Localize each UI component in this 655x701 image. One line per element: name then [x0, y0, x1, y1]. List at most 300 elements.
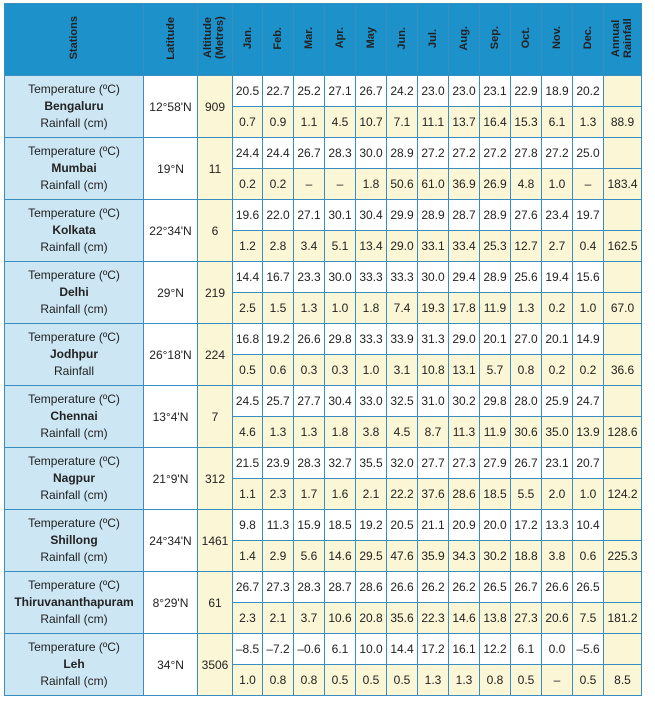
- rainfall-value: 13.8: [480, 603, 511, 634]
- rainfall-value: 0.2: [542, 355, 573, 386]
- rainfall-value: 13.7: [449, 107, 480, 138]
- rainfall-label: Rainfall (cm): [40, 550, 108, 564]
- temperature-label: Temperature (ºC): [28, 268, 120, 282]
- latitude-header-label: Latitude: [164, 16, 177, 60]
- annual-empty-cell: [604, 324, 642, 355]
- temperature-value: 25.9: [542, 386, 573, 417]
- temperature-value: 20.7: [573, 448, 604, 479]
- rainfall-value: 2.9: [263, 541, 294, 572]
- month-header-label: Nov.: [551, 26, 563, 50]
- annual-empty-cell: [604, 510, 642, 541]
- rainfall-label: Rainfall (cm): [40, 240, 108, 254]
- month-header: [511, 4, 542, 76]
- temperature-value: 17.2: [511, 510, 542, 541]
- temperature-value: 13.3: [542, 510, 573, 541]
- month-header: [418, 4, 449, 76]
- annual-rainfall-value: 183.4: [604, 169, 642, 200]
- temperature-value: 30.4: [356, 200, 387, 231]
- temperature-value: 28.9: [480, 200, 511, 231]
- rainfall-value: 47.6: [387, 541, 418, 572]
- temperature-value: 19.6: [233, 200, 263, 231]
- temperature-value: 20.1: [542, 324, 573, 355]
- temperature-value: 26.6: [387, 572, 418, 603]
- rainfall-value: 35.0: [542, 417, 573, 448]
- temperature-value: 26.6: [542, 572, 573, 603]
- rainfall-value: 2.5: [233, 293, 263, 324]
- rainfall-value: 2.3: [263, 479, 294, 510]
- rainfall-value: 1.0: [356, 355, 387, 386]
- rainfall-label: Rainfall (cm): [40, 674, 108, 688]
- temperature-value: 23.9: [263, 448, 294, 479]
- temperature-value: 25.0: [573, 138, 604, 169]
- rainfall-value: 11.9: [480, 293, 511, 324]
- rainfall-value: 1.2: [233, 231, 263, 262]
- month-header-label: Dec.: [582, 26, 594, 50]
- station-name: Bengaluru: [44, 99, 104, 113]
- temperature-row: [5, 510, 642, 541]
- temperature-value: 24.7: [573, 386, 604, 417]
- temperature-value: 26.7: [294, 138, 325, 169]
- annual-rainfall-header-label: Annual Rainfall: [609, 18, 634, 58]
- latitude-cell: 29°N: [144, 262, 198, 324]
- temperature-value: 6.1: [511, 634, 542, 665]
- temperature-value: 30.0: [418, 262, 449, 293]
- temperature-value: 31.0: [418, 386, 449, 417]
- rainfall-value: 1.1: [294, 107, 325, 138]
- rainfall-value: 2.3: [233, 603, 263, 634]
- rainfall-value: 13.1: [449, 355, 480, 386]
- temperature-row: [5, 262, 642, 293]
- temperature-value: 9.8: [233, 510, 263, 541]
- temperature-value: –7.2: [263, 634, 294, 665]
- rainfall-value: 2.1: [263, 603, 294, 634]
- rainfall-value: 1.8: [356, 293, 387, 324]
- temperature-value: –5.6: [573, 634, 604, 665]
- rainfall-value: 4.8: [511, 169, 542, 200]
- temperature-label: Temperature (ºC): [28, 392, 120, 406]
- latitude-cell: 26°18'N: [144, 324, 198, 386]
- temperature-value: 26.5: [480, 572, 511, 603]
- annual-rainfall-value: 128.6: [604, 417, 642, 448]
- annual-empty-cell: [604, 262, 642, 293]
- latitude-cell: 8°29'N: [144, 572, 198, 634]
- station-name: Shillong: [50, 533, 98, 547]
- rainfall-value: 0.5: [387, 665, 418, 696]
- rainfall-value: 1.3: [573, 107, 604, 138]
- rainfall-value: 1.3: [418, 665, 449, 696]
- temperature-value: 19.2: [263, 324, 294, 355]
- rainfall-value: 25.3: [480, 231, 511, 262]
- altitude-header: [198, 4, 233, 76]
- rainfall-value: 20.6: [542, 603, 573, 634]
- rainfall-value: 29.5: [356, 541, 387, 572]
- temperature-value: 27.6: [511, 200, 542, 231]
- annual-empty-cell: [604, 138, 642, 169]
- rainfall-value: 11.1: [418, 107, 449, 138]
- rainfall-value: 0.6: [573, 541, 604, 572]
- rainfall-value: –: [542, 665, 573, 696]
- temperature-value: 18.9: [542, 76, 573, 107]
- month-header-label: Sep.: [489, 26, 501, 50]
- rainfall-value: 0.5: [233, 355, 263, 386]
- temperature-label: Temperature (ºC): [28, 454, 120, 468]
- rainfall-value: 22.2: [387, 479, 418, 510]
- month-header-label: Jan.: [241, 26, 254, 49]
- rainfall-value: 2.7: [542, 231, 573, 262]
- rainfall-value: 14.6: [449, 603, 480, 634]
- temperature-value: 32.5: [387, 386, 418, 417]
- rainfall-value: 22.3: [418, 603, 449, 634]
- rainfall-value: 13.9: [573, 417, 604, 448]
- rainfall-value: 0.8: [263, 665, 294, 696]
- rainfall-value: 6.1: [542, 107, 573, 138]
- temperature-value: 28.3: [325, 138, 356, 169]
- rainfall-label: Rainfall (cm): [40, 612, 108, 626]
- month-header: [294, 4, 325, 76]
- temperature-value: 19.2: [356, 510, 387, 541]
- annual-empty-cell: [604, 200, 642, 231]
- rainfall-value: 5.7: [480, 355, 511, 386]
- rainfall-value: 18.5: [480, 479, 511, 510]
- temperature-row: [5, 138, 642, 169]
- station-cell: [5, 262, 144, 324]
- rainfall-value: 15.3: [511, 107, 542, 138]
- temperature-value: 29.8: [480, 386, 511, 417]
- temperature-value: 27.1: [294, 200, 325, 231]
- temperature-value: 20.0: [480, 510, 511, 541]
- rainfall-value: 10.6: [325, 603, 356, 634]
- temperature-label: Temperature (ºC): [28, 330, 120, 344]
- month-header-label: Aug.: [458, 25, 470, 51]
- rainfall-value: 1.3: [511, 293, 542, 324]
- rainfall-value: 0.7: [233, 107, 263, 138]
- annual-rainfall-value: 124.2: [604, 479, 642, 510]
- station-name: Chennai: [50, 409, 98, 423]
- rainfall-value: 30.6: [511, 417, 542, 448]
- temperature-value: 33.3: [387, 262, 418, 293]
- temperature-value: 20.9: [449, 510, 480, 541]
- rainfall-value: 29.0: [387, 231, 418, 262]
- altitude-header-label: Altitude (Metres): [202, 16, 226, 60]
- latitude-cell: 21°9'N: [144, 448, 198, 510]
- temperature-value: 10.0: [356, 634, 387, 665]
- temperature-value: 27.3: [449, 448, 480, 479]
- month-header-label: Feb.: [272, 26, 284, 50]
- rainfall-label: Rainfall (cm): [40, 116, 108, 130]
- rainfall-label: Rainfall (cm): [40, 488, 108, 502]
- rainfall-value: 1.0: [325, 293, 356, 324]
- rainfall-value: 1.3: [294, 417, 325, 448]
- temperature-value: 26.2: [449, 572, 480, 603]
- temperature-value: 29.0: [449, 324, 480, 355]
- rainfall-value: 36.9: [449, 169, 480, 200]
- temperature-value: 21.1: [418, 510, 449, 541]
- temperature-value: 31.3: [418, 324, 449, 355]
- temperature-label: Temperature (ºC): [28, 578, 120, 592]
- latitude-header: [144, 4, 198, 76]
- rainfall-value: 17.8: [449, 293, 480, 324]
- rainfall-value: 33.4: [449, 231, 480, 262]
- rainfall-value: 5.5: [511, 479, 542, 510]
- month-header: [573, 4, 604, 76]
- temperature-value: 27.2: [449, 138, 480, 169]
- month-header: [387, 4, 418, 76]
- temperature-value: 28.9: [418, 200, 449, 231]
- temperature-value: 20.1: [480, 324, 511, 355]
- temperature-value: 27.3: [263, 572, 294, 603]
- temperature-value: 10.4: [573, 510, 604, 541]
- altitude-cell: 909: [198, 76, 233, 138]
- temperature-value: 15.9: [294, 510, 325, 541]
- rainfall-value: 61.0: [418, 169, 449, 200]
- altitude-cell: 6: [198, 200, 233, 262]
- month-header-label: Jun.: [396, 26, 408, 50]
- altitude-cell: 224: [198, 324, 233, 386]
- temperature-value: 24.5: [233, 386, 263, 417]
- rainfall-value: 0.8: [511, 355, 542, 386]
- rainfall-value: 7.4: [387, 293, 418, 324]
- rainfall-value: 5.1: [325, 231, 356, 262]
- temperature-value: 33.0: [356, 386, 387, 417]
- temperature-value: 17.2: [418, 634, 449, 665]
- temperature-value: 24.2: [387, 76, 418, 107]
- rainfall-value: 35.6: [387, 603, 418, 634]
- rainfall-value: 1.1: [233, 479, 263, 510]
- temperature-value: 12.2: [480, 634, 511, 665]
- temperature-value: 23.0: [449, 76, 480, 107]
- rainfall-value: 3.7: [294, 603, 325, 634]
- temperature-value: 28.6: [356, 572, 387, 603]
- temperature-value: 30.0: [356, 138, 387, 169]
- month-header: [449, 4, 480, 76]
- temperature-value: 35.5: [356, 448, 387, 479]
- altitude-cell: 1461: [198, 510, 233, 572]
- annual-empty-cell: [604, 448, 642, 479]
- temperature-value: 33.9: [387, 324, 418, 355]
- temperature-value: 32.0: [387, 448, 418, 479]
- rainfall-value: 1.3: [294, 293, 325, 324]
- rainfall-value: 1.0: [542, 169, 573, 200]
- station-cell: [5, 324, 144, 386]
- temperature-value: 22.0: [263, 200, 294, 231]
- station-cell: [5, 448, 144, 510]
- temperature-value: 30.2: [449, 386, 480, 417]
- month-header: [325, 4, 356, 76]
- temperature-value: 28.9: [387, 138, 418, 169]
- altitude-cell: 312: [198, 448, 233, 510]
- rainfall-value: 0.5: [356, 665, 387, 696]
- station-cell: [5, 634, 144, 696]
- temperature-label: Temperature (ºC): [28, 206, 120, 220]
- temperature-value: 25.7: [263, 386, 294, 417]
- temperature-value: 27.1: [325, 76, 356, 107]
- annual-rainfall-value: 36.6: [604, 355, 642, 386]
- month-header: [233, 4, 263, 76]
- temperature-value: 22.9: [511, 76, 542, 107]
- rainfall-value: 0.6: [263, 355, 294, 386]
- temperature-value: 28.3: [294, 448, 325, 479]
- station-name: Jodhpur: [50, 347, 98, 361]
- rainfall-value: 0.5: [325, 665, 356, 696]
- rainfall-value: 0.2: [573, 355, 604, 386]
- temperature-row: [5, 448, 642, 479]
- rainfall-value: 10.8: [418, 355, 449, 386]
- latitude-cell: 12°58'N: [144, 76, 198, 138]
- station-cell: [5, 510, 144, 572]
- rainfall-value: 0.3: [294, 355, 325, 386]
- latitude-cell: 22°34'N: [144, 200, 198, 262]
- temperature-value: 30.0: [325, 262, 356, 293]
- temperature-row: [5, 634, 642, 665]
- rainfall-value: –: [573, 169, 604, 200]
- rainfall-value: –: [325, 169, 356, 200]
- altitude-cell: 3506: [198, 634, 233, 696]
- rainfall-value: 35.9: [418, 541, 449, 572]
- temperature-value: 24.4: [233, 138, 263, 169]
- temperature-value: 14.4: [233, 262, 263, 293]
- rainfall-label: Rainfall (cm): [40, 426, 108, 440]
- temperature-value: 29.9: [387, 200, 418, 231]
- rainfall-value: 27.3: [511, 603, 542, 634]
- rainfall-value: 16.4: [480, 107, 511, 138]
- temperature-value: 27.2: [542, 138, 573, 169]
- rainfall-value: 10.7: [356, 107, 387, 138]
- station-name: Mumbai: [51, 161, 97, 175]
- temperature-value: 27.0: [511, 324, 542, 355]
- temperature-value: 27.2: [480, 138, 511, 169]
- altitude-cell: 11: [198, 138, 233, 200]
- climate-data-table: [4, 3, 642, 696]
- altitude-cell: 219: [198, 262, 233, 324]
- station-name: Nagpur: [53, 471, 95, 485]
- temperature-value: –0.6: [294, 634, 325, 665]
- temperature-value: 25.6: [511, 262, 542, 293]
- temperature-value: 18.5: [325, 510, 356, 541]
- month-header: [356, 4, 387, 76]
- temperature-value: 28.9: [480, 262, 511, 293]
- temperature-value: 15.6: [573, 262, 604, 293]
- temperature-value: 16.8: [233, 324, 263, 355]
- temperature-value: 20.2: [573, 76, 604, 107]
- temperature-value: 23.0: [418, 76, 449, 107]
- rainfall-value: 19.3: [418, 293, 449, 324]
- annual-empty-cell: [604, 76, 642, 107]
- temperature-value: 20.5: [387, 510, 418, 541]
- rainfall-value: 1.4: [233, 541, 263, 572]
- annual-rainfall-value: 8.5: [604, 665, 642, 696]
- altitude-cell: 61: [198, 572, 233, 634]
- temperature-value: 23.1: [480, 76, 511, 107]
- station-name: Leh: [63, 657, 85, 671]
- temperature-value: 19.4: [542, 262, 573, 293]
- rainfall-value: 1.7: [294, 479, 325, 510]
- temperature-value: 14.9: [573, 324, 604, 355]
- temperature-value: 25.2: [294, 76, 325, 107]
- rainfall-value: 1.3: [263, 417, 294, 448]
- rainfall-value: 28.6: [449, 479, 480, 510]
- station-cell: [5, 138, 144, 200]
- month-header-label: May: [365, 27, 377, 49]
- rainfall-label: Rainfall (cm): [40, 302, 108, 316]
- temperature-value: 27.7: [418, 448, 449, 479]
- rainfall-value: 4.5: [387, 417, 418, 448]
- station-cell: [5, 76, 144, 138]
- table-header: [5, 4, 642, 76]
- altitude-cell: 7: [198, 386, 233, 448]
- station-name: Kolkata: [52, 223, 96, 237]
- latitude-cell: 13°4'N: [144, 386, 198, 448]
- annual-rainfall-value: 67.0: [604, 293, 642, 324]
- rainfall-value: 34.3: [449, 541, 480, 572]
- rainfall-value: 0.8: [480, 665, 511, 696]
- temperature-value: 27.2: [418, 138, 449, 169]
- temperature-value: 30.4: [325, 386, 356, 417]
- rainfall-value: 3.8: [356, 417, 387, 448]
- temperature-value: 26.6: [294, 324, 325, 355]
- rainfall-value: 0.8: [294, 665, 325, 696]
- rainfall-value: 37.6: [418, 479, 449, 510]
- temperature-value: 6.1: [325, 634, 356, 665]
- annual-empty-cell: [604, 386, 642, 417]
- rainfall-value: 7.5: [573, 603, 604, 634]
- station-name: Delhi: [59, 285, 89, 299]
- annual-rainfall-value: 88.9: [604, 107, 642, 138]
- station-cell: [5, 386, 144, 448]
- month-header-label: Oct.: [520, 27, 532, 49]
- rainfall-value: 50.6: [387, 169, 418, 200]
- month-header-label: Jul.: [427, 28, 439, 48]
- annual-empty-cell: [604, 572, 642, 603]
- rainfall-value: 26.9: [480, 169, 511, 200]
- rainfall-label: Rainfall (cm): [40, 178, 108, 192]
- rainfall-value: 0.4: [573, 231, 604, 262]
- temperature-value: 21.5: [233, 448, 263, 479]
- temperature-value: 16.7: [263, 262, 294, 293]
- rainfall-value: 3.8: [542, 541, 573, 572]
- rainfall-value: 1.0: [233, 665, 263, 696]
- latitude-cell: 34°N: [144, 634, 198, 696]
- station-name: Thiruvananthapuram: [14, 595, 134, 609]
- rainfall-value: 30.2: [480, 541, 511, 572]
- temperature-value: 22.7: [263, 76, 294, 107]
- temperature-value: 26.7: [511, 572, 542, 603]
- rainfall-value: 0.2: [542, 293, 573, 324]
- rainfall-value: 20.8: [356, 603, 387, 634]
- temperature-value: 33.3: [356, 324, 387, 355]
- annual-empty-cell: [604, 634, 642, 665]
- temperature-value: 19.7: [573, 200, 604, 231]
- rainfall-value: 1.0: [573, 293, 604, 324]
- temperature-value: 14.4: [387, 634, 418, 665]
- temperature-value: 23.3: [294, 262, 325, 293]
- temperature-row: [5, 572, 642, 603]
- latitude-cell: 24°34'N: [144, 510, 198, 572]
- header-row: [5, 4, 642, 76]
- temperature-row: [5, 200, 642, 231]
- temperature-value: 28.3: [294, 572, 325, 603]
- month-header: [480, 4, 511, 76]
- temperature-row: [5, 324, 642, 355]
- temperature-label: Temperature (ºC): [28, 82, 120, 96]
- rainfall-value: 0.5: [573, 665, 604, 696]
- temperature-value: 16.1: [449, 634, 480, 665]
- rainfall-value: 1.8: [356, 169, 387, 200]
- temperature-value: 28.7: [449, 200, 480, 231]
- month-header: [263, 4, 294, 76]
- temperature-value: 26.2: [418, 572, 449, 603]
- temperature-value: 26.7: [356, 76, 387, 107]
- annual-rainfall-value: 162.5: [604, 231, 642, 262]
